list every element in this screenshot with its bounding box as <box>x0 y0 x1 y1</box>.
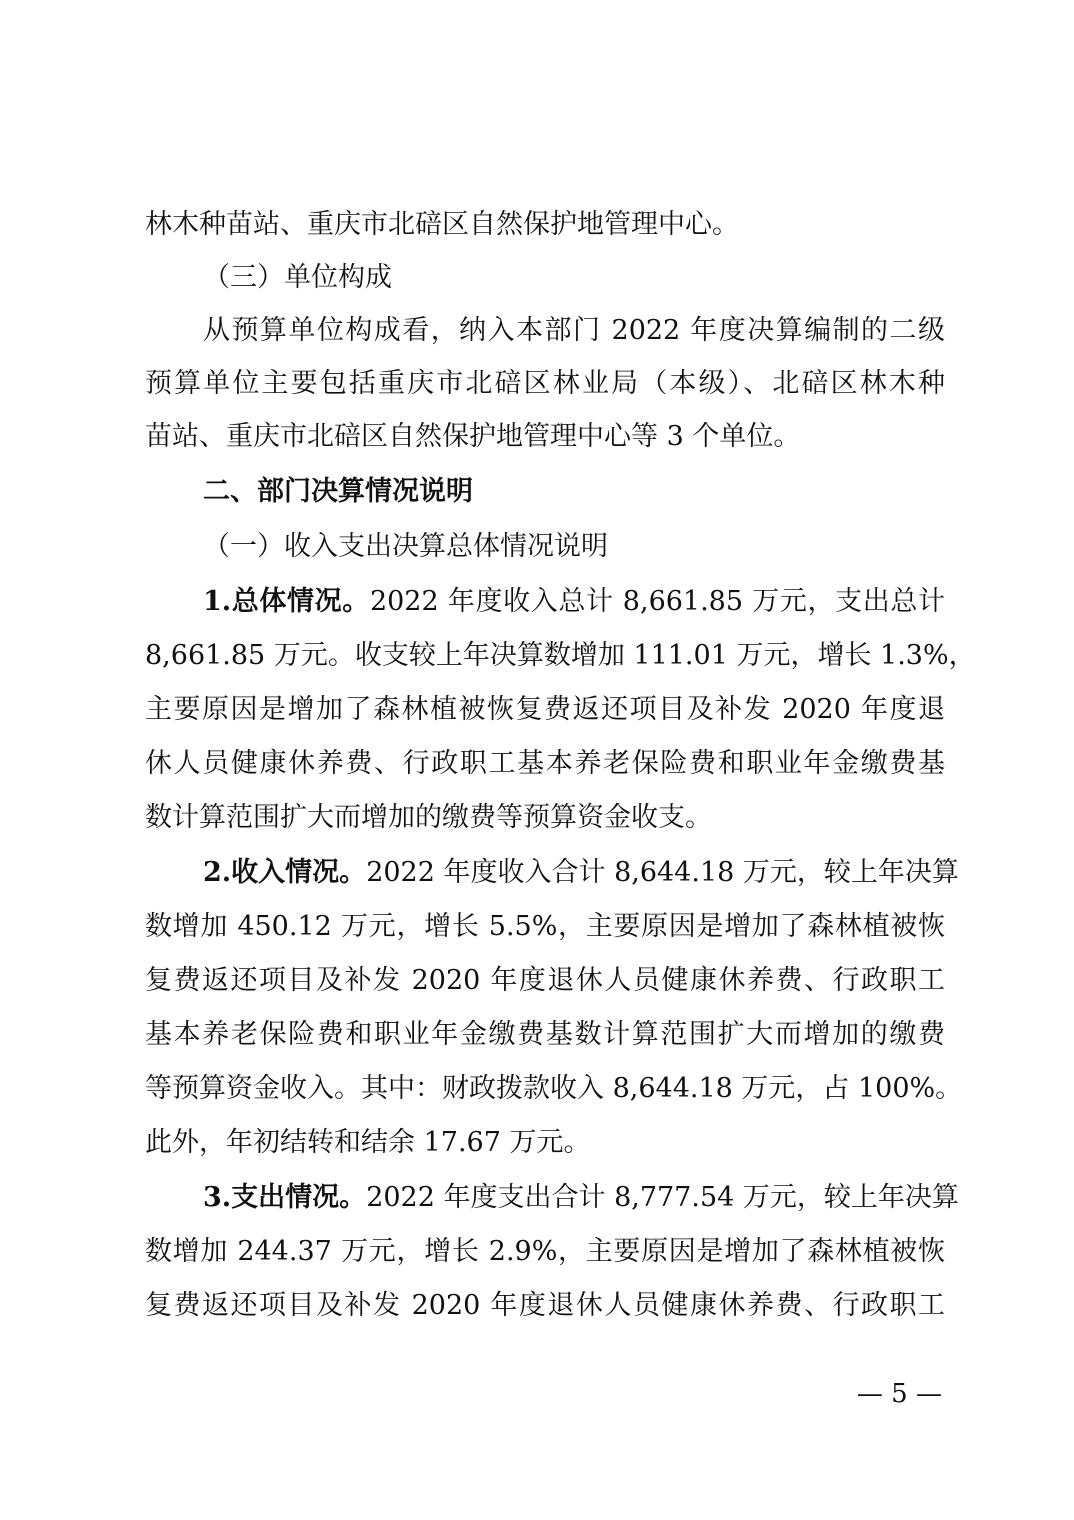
text-line: 数计算范围扩大而增加的缴费等预算资金收支。 <box>145 802 712 833</box>
text-line: 数增加 450.12 万元，增长 5.5%，主要原因是增加了森林植被恢 <box>145 911 945 942</box>
text-line: 2022 年度支出合计 8,777.54 万元，较上年决算 <box>366 1182 959 1213</box>
text-line: 8,661.85 万元。收支较上年决算数增加 111.01 万元，增长 1.3%， <box>145 640 976 671</box>
paragraph-3-lead: 3.支出情况。 <box>203 1182 367 1213</box>
text-line: 2022 年度收入合计 8,644.18 万元，较上年决算 <box>366 857 959 888</box>
text-line: 数增加 244.37 万元，增长 2.9%，主要原因是增加了森林植被恢 <box>145 1236 945 1267</box>
text-line: 基本养老保险费和职业年金缴费基数计算范围扩大而增加的缴费 <box>145 1019 945 1050</box>
subsection-heading: （一）收入支出决算总体情况说明 <box>203 531 608 562</box>
text-line: 从预算单位构成看，纳入本部门 2022 年度决算编制的二级 <box>203 315 945 346</box>
text-line: 2022 年度收入总计 8,661.85 万元，支出总计 <box>369 586 945 617</box>
text-line: 此外，年初结转和结余 17.67 万元。 <box>145 1127 591 1158</box>
paragraph-1-first-line <box>203 582 945 622</box>
text-line: 主要原因是增加了森林植被恢复费返还项目及补发 2020 年度退 <box>145 694 945 725</box>
paragraph-2-lead: 2.收入情况。 <box>203 857 367 888</box>
paragraph-1-lead: 1.总体情况。 <box>203 586 370 617</box>
text-line: 复费返还项目及补发 2020 年度退休人员健康休养费、行政职工 <box>145 965 945 996</box>
text-line: 苗站、重庆市北碚区自然保护地管理中心等 3 个单位。 <box>145 421 801 452</box>
text-line: 预算单位主要包括重庆市北碚区林业局（本级）、北碚区林木种 <box>145 368 945 399</box>
text-line: 林木种苗站、重庆市北碚区自然保护地管理中心。 <box>145 209 739 240</box>
text-line: 复费返还项目及补发 2020 年度退休人员健康休养费、行政职工 <box>145 1290 945 1321</box>
text-line: 等预算资金收入。其中：财政拨款收入 8,644.18 万元，占 100%。 <box>145 1073 963 1104</box>
paragraph-2-first-line <box>203 853 959 893</box>
text-line: 休人员健康休养费、行政职工基本养老保险费和职业年金缴费基 <box>145 748 945 779</box>
paragraph-3-first-line <box>203 1178 959 1218</box>
section-heading: 二、部门决算情况说明 <box>203 476 473 507</box>
page-number: — 5 — <box>856 1379 942 1409</box>
subsection-heading: （三）单位构成 <box>203 262 392 293</box>
